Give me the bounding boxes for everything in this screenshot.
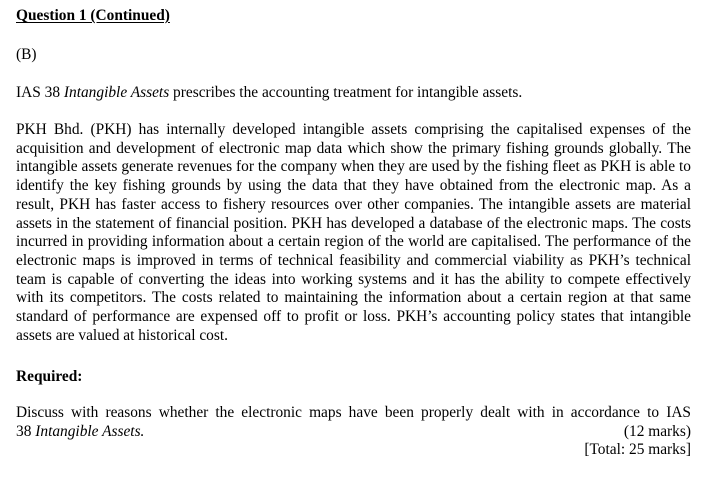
question-standard-title: Intangible Assets. (35, 422, 145, 440)
case-paragraph: PKH Bhd. (PKH) has internally developed intangible assets comprising the capitalised expenses of the acquisition and development of electronic map data which show the primary fishing grounds globally. The intangible assets generate revenues for the company when they are used by the fishing fleet as PKH is able to identify the key fishing grounds by using the data that they have obtained from the electronic map. As a result, PKH has faster access to fishery resources over other companies. The intangible assets are material assets in the statement of financial position. PKH has developed a database of the electronic maps. The costs incurred in providing information about a certain region of the world are capitalised. The performance of the electronic maps is improved in terms of technical feasibility and commercial viability as PKH’s technical team is capable of converting the ideas into working systems and it has the ability to compete effectively with its competitors. The costs related to maintaining the information about a certain region at that same standard of performance are expensed off to profit or loss. PKH’s accounting policy states that intangible assets are valued at historical cost. (16, 121, 691, 344)
question-line-2 (16, 423, 691, 442)
intro-prefix: IAS 38 (16, 84, 64, 101)
section-label: (B) (16, 46, 37, 63)
total-marks: [Total: 25 marks] (584, 441, 691, 458)
question-text (16, 404, 691, 441)
intro-sentence (16, 84, 522, 102)
question-marks: (12 marks) (623, 422, 691, 440)
required-label: Required: (16, 368, 83, 385)
question-line-2-text (16, 423, 144, 442)
question-heading: Question 1 (Continued) (16, 7, 170, 24)
question-line-2-prefix: 38 (16, 422, 36, 440)
intro-suffix: prescribes the accounting treatment for intangible assets. (169, 84, 523, 101)
question-line-1: Discuss with reasons whether the electronic maps have been properly dealt with in accordance to IAS (16, 404, 691, 421)
intro-standard-title: Intangible Assets (63, 84, 170, 101)
